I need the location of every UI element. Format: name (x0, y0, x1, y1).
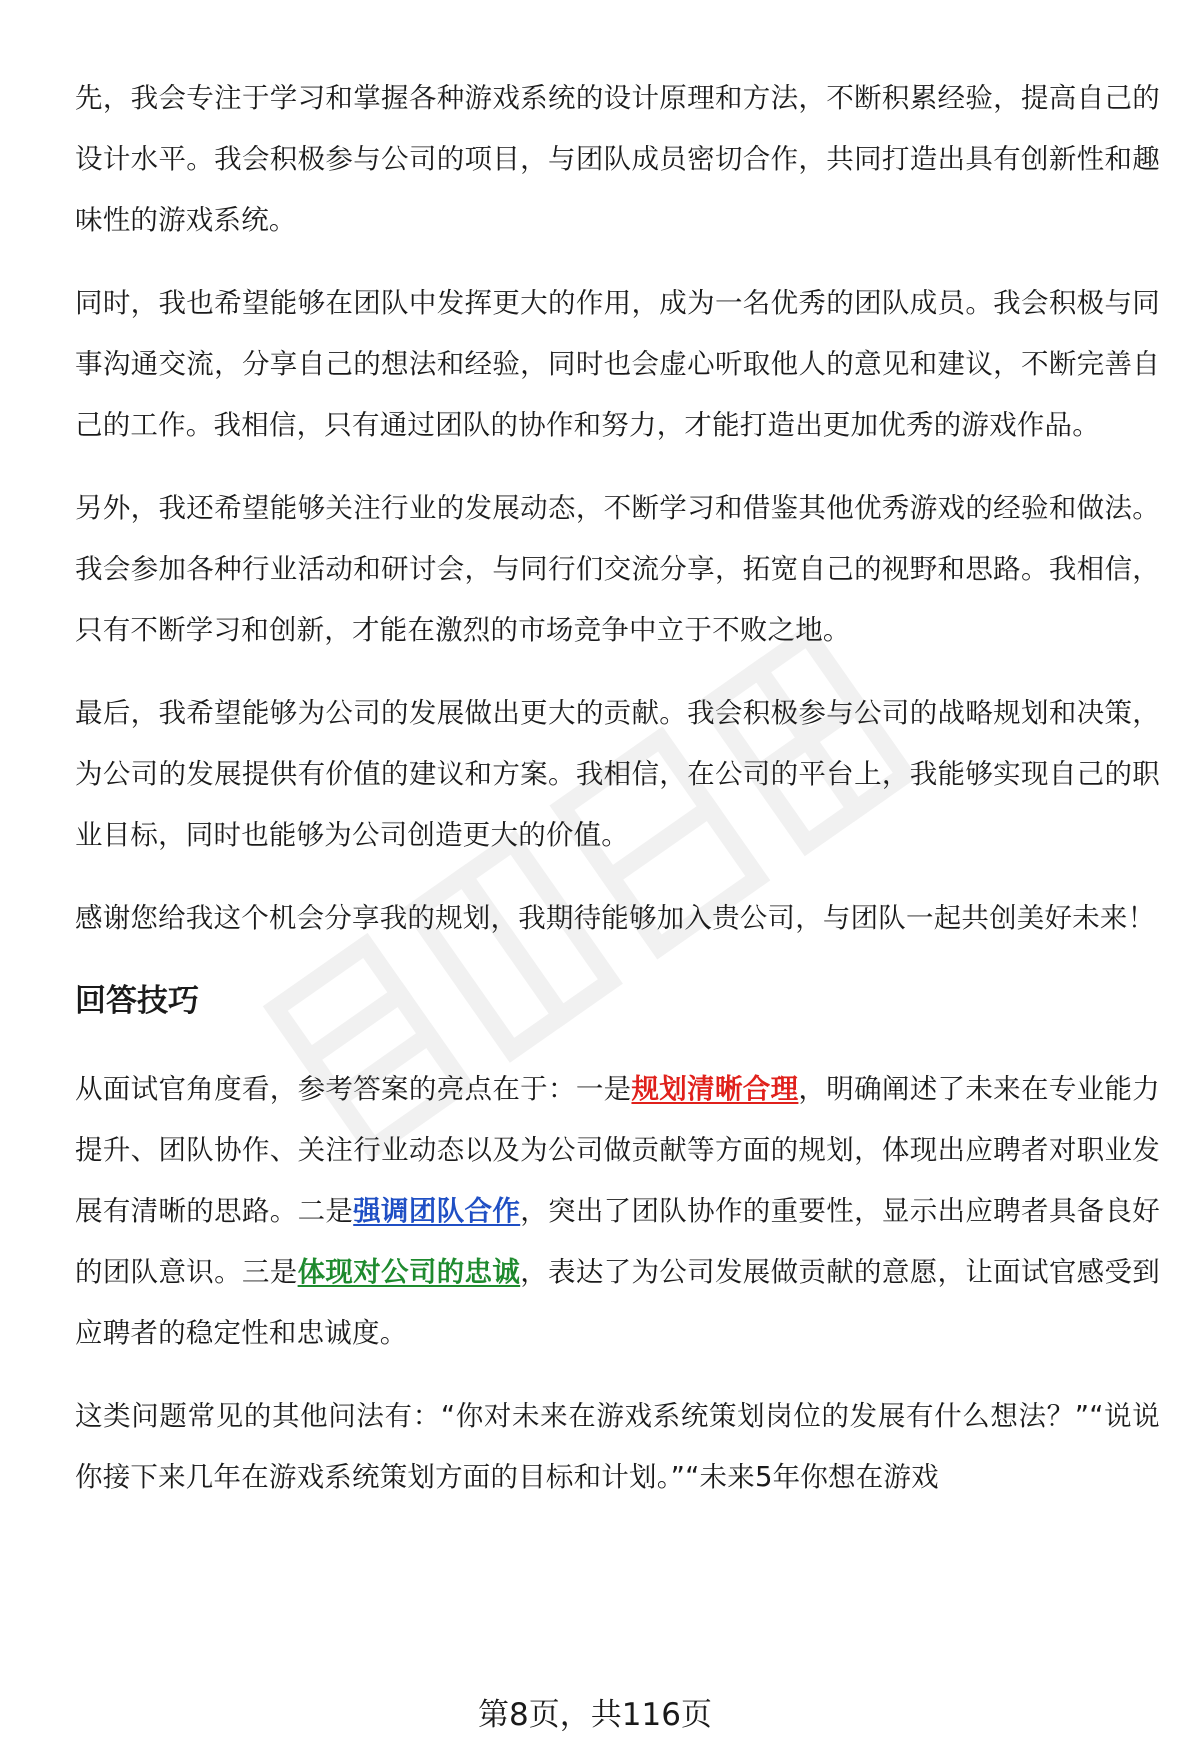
paragraph-2: 同时，我也希望能够在团队中发挥更大的作用，成为一名优秀的团队成员。我会积极与同事沟通交流，分享自己的想法和经验，同时也会虚心听取他人的意见和建议，不断完善自己的工作。我相信，只有通过团队的协作和努力，才能打造出更加优秀的游戏作品。 (75, 287, 1160, 441)
highlight-loyalty: 体现对公司的忠诚 (297, 1256, 521, 1288)
section-heading-tips: 回答技巧 (75, 983, 199, 1019)
tips-paragraph-2: 这类问题常见的其他问法有：“你对未来在游戏系统策划岗位的发展有什么想法？”“说说你接下来几年在游戏系统策划方面的目标和计划。”“未来5年你想在游戏 (75, 1400, 1160, 1493)
paragraph-3: 另外，我还希望能够关注行业的发展动态，不断学习和借鉴其他优秀游戏的经验和做法。我会参加各种行业活动和研讨会，与同行们交流分享，拓宽自己的视野和思路。我相信，只有不断学习和创新，才能在激烈的市场竞争中立于不败之地。 (75, 492, 1160, 646)
tips-text-b: ，明确阐述了未来在专业能力提升、团队协作、关注行业动态以及为公司做贡献等方面的规划，体现出应聘者对职业发展有清晰的思路。二是 (75, 1073, 1161, 1227)
paragraph-1: 先，我会专注于学习和掌握各种游戏系统的设计原理和方法，不断积累经验，提高自己的设计水平。我会积极参与公司的项目，与团队成员密切合作，共同打造出具有创新性和趣味性的游戏系统。 (75, 82, 1160, 236)
highlight-teamwork: 强调团队合作 (353, 1195, 521, 1227)
paragraph-4: 最后，我希望能够为公司的发展做出更大的贡献。我会积极参与公司的战略规划和决策，为公司的发展提供有价值的建议和方案。我相信，在公司的平台上，我能够实现自己的职业目标，同时也能够为公司创造更大的价值。 (75, 697, 1160, 851)
paragraph-5: 感谢您给我这个机会分享我的规划，我期待能够加入贵公司，与团队一起共创美好未来！ (75, 902, 1156, 934)
tips-text-c: ，突出了团队协作的重要性，显示出应聘者具备良好的团队意识。三是 (75, 1195, 1160, 1288)
highlight-plan-clear: 规划清晰合理 (631, 1073, 799, 1105)
tips-text-a: 从面试官角度看，参考答案的亮点在于：一是 (75, 1073, 632, 1105)
page-number: 第8页，共116页 (478, 1697, 712, 1733)
tips-text-d: ，表达了为公司发展做贡献的意愿，让面试官感受到应聘者的稳定性和忠诚度。 (75, 1256, 1160, 1349)
document-content (75, 68, 1160, 1530)
tips-paragraph-1 (75, 1059, 1160, 1364)
